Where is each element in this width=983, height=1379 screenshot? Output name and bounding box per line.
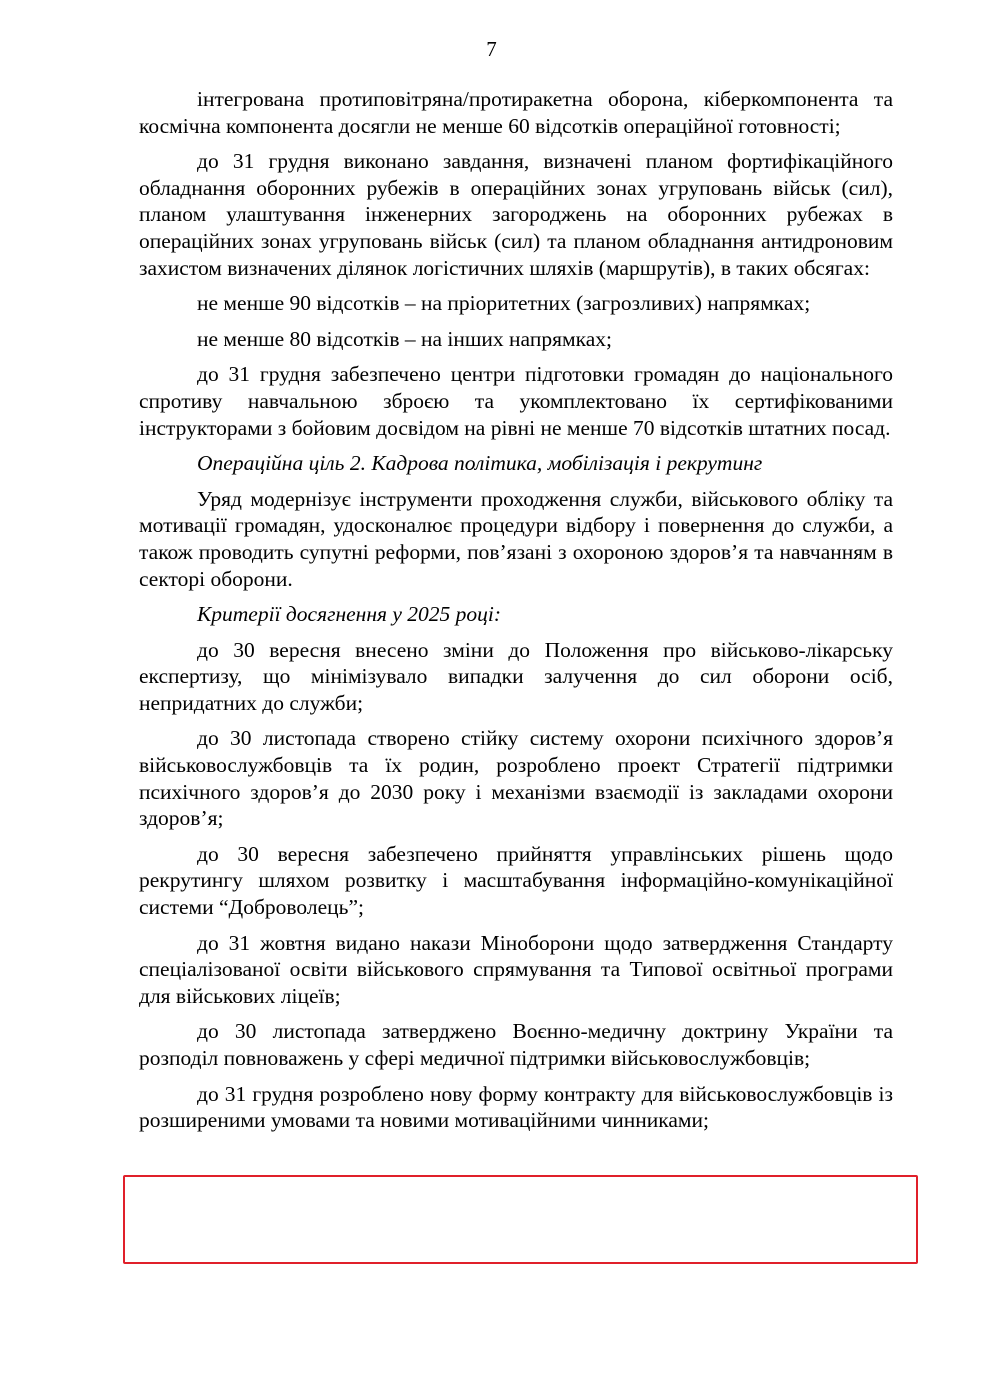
section-heading-operational-goal-2: Операційна ціль 2. Кадрова політика, мобілізація і рекрутинг [197,451,763,476]
paragraph-medical-expertise: до 30 вересня внесено зміни до Положення про військово-лікарську експертизу, що мінімізувало випадки залучення до сил оборони осіб, непридатних до служби; [139,637,893,715]
paragraph-other-directions: не менше 80 відсотків – на інших напрямках; [197,326,612,351]
paragraph-fortification-plan: до 31 грудня виконано завдання, визначені планом фортифікаційного обладнання оборонних рубежів в операційних зонах угруповань військ (сил), планом улаштування інженерних загороджень на оборонних рубежах в операційних зонах угруповань військ (сил) та планом обладнання антидроновим захистом визначених ділянок логістичних шляхів (маршрутів), в таких обсягах: [139,149,893,280]
paragraph-contract-form: до 31 грудня розроблено нову форму контракту для військовослужбовців із розширеними умовами та новими мотиваційними чинниками; [139,1081,893,1133]
paragraph-air-defense-readiness: інтегрована протиповітряна/протиракетна оборона, кіберкомпонента та космічна компонента досягли не менше 60 відсотків операційної готовності; [139,87,893,138]
paragraph-training-centers: до 31 грудня забезпечено центри підготовки громадян до національного спротиву навчальною зброєю та укомплектовано їх сертифікованими інструкторами з бойовим досвідом на рівні не менше 70 відсотків штатних посад. [139,362,893,440]
paragraph-military-medical-doctrine: до 30 листопада затверджено Воєнно-медичну доктрину України та розподіл повноважень у сфері медичної підтримки військовослужбовців; [139,1019,893,1070]
paragraph-recruiting-system: до 30 вересня забезпечено прийняття управлінських рішень щодо рекрутингу шляхом розвитку і масштабування інформаційно-комунікаційної системи “Доброволець”; [139,841,893,920]
paragraph-mental-health: до 30 листопада створено стійку систему охорони психічного здоров’я військовослужбовців та їх родин, розроблено проект Стратегії підтримки психічного здоров’я до 2030 року і механізми взаємодії із закладами охорони здоров’я; [139,726,893,831]
paragraph-government-modernization: Уряд модернізує інструменти проходження служби, військового обліку та мотивації громадян, удосконалює процедури відбору і повернення до служби, а також проводить супутні реформи, пов’язані з охороною здоров’я та навчанням в секторі оборони. [139,486,893,591]
page-number: 7 [486,37,497,61]
section-heading-criteria-2025: Критерії досягнення у 2025 році: [197,602,502,627]
highlight-box [123,1175,918,1264]
document-body [139,86,893,1143]
paragraph-priority-directions: не менше 90 відсотків – на пріоритетних (загрозливих) напрямках; [197,291,811,316]
paragraph-military-education-standard: до 31 жовтня видано накази Міноборони щодо затвердження Стандарту спеціалізованої освіти військового спрямування та Типової освітньої програми для військових ліцеїв; [139,930,893,1008]
